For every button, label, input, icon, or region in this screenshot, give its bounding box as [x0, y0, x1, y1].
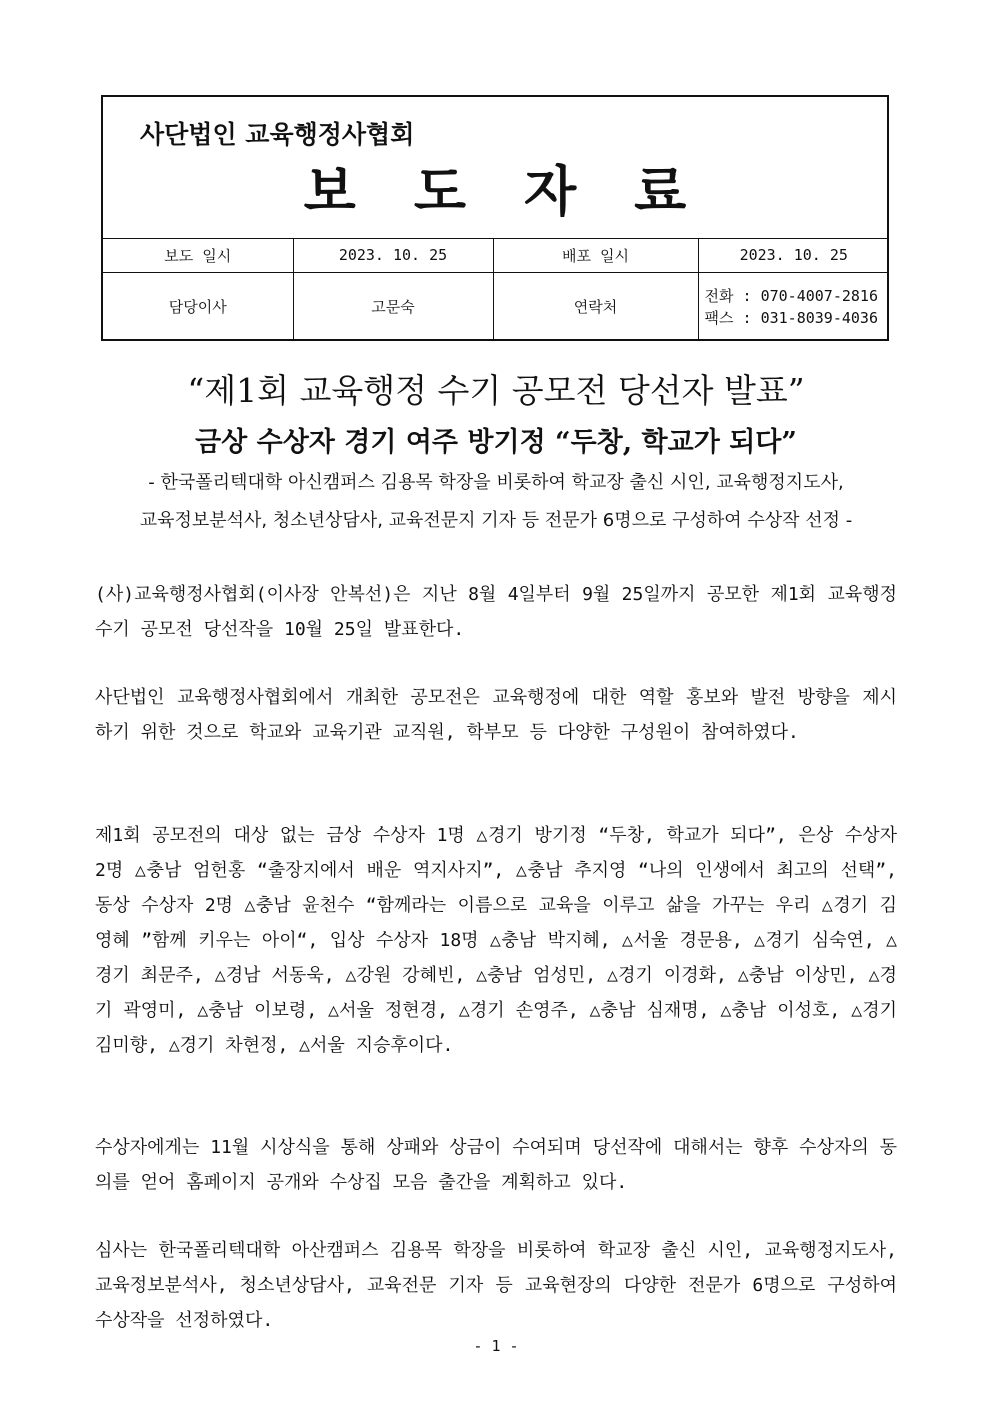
release-date-label: 보도 일시	[103, 239, 293, 273]
contact-value	[698, 272, 889, 341]
headline-summary-line-2: 교육정보분석사, 청소년상담사, 교육전문지 기자 등 전문가 6명으로 구성하여 수상작 선정 -	[139, 510, 853, 531]
release-dates-row	[103, 239, 889, 273]
phone-number: 전화 : 070-4007-2816	[704, 286, 878, 305]
contact-label: 연락처	[493, 272, 698, 341]
body-paragraph-1: (사)교육행정사협회(이사장 안복선)은 지난 8월 4일부터 9월 25일까지 공모한 제1회 교육행정 수기 공모전 당선작을 10월 25일 발표한다.	[95, 584, 897, 640]
headline-subtitle: 금상 수상자 경기 여주 방기정 “두창, 학교가 되다”	[195, 427, 797, 458]
release-date-value: 2023. 10. 25	[293, 239, 493, 273]
page-number: - 1 -	[473, 1337, 519, 1355]
body-paragraph-3: 제1회 공모전의 대상 없는 금상 수상자 1명 △경기 방기정 “두창, 학교가 되다”, 은상 수상자 2명 △충남 엄헌홍 “출장지에서 배운 역지사지”, △충남 추지영 “나의 인생에서 최고의 선택”, 동상 수상자 2명 △충남 윤천수 “함께라는 이름으로 교육을 이루고 삶을 가꾸는 우리 △경기 김영혜 ”함께 키우는 아이“, 입상 수상자 18명 △충남 박지혜, △서울 경문용, △경기 심숙연, △경기 최문주, △경남 서동욱, △강원 강혜빈, △충남 엄성민, △경기 이경화, △충남 이상민, △경기 곽영미, △충남 이보령, △서울 정현경, △경기 손영주, △충남 심재명, △충남 이성호, △경기 김미향, △경기 차현정, △서울 지승후이다.	[95, 825, 897, 1056]
director-value: 고문숙	[293, 272, 493, 341]
organization-name: 사단법인 교육행정사협회	[140, 120, 415, 149]
fax-number: 팩스 : 031-8039-4036	[704, 308, 878, 327]
body-paragraph-4: 수상자에게는 11월 시상식을 통해 상패와 상금이 수여되며 당선작에 대해서는 향후 수상자의 동의를 얻어 홈페이지 공개와 수상집 모음 출간을 계획하고 있다.	[95, 1137, 897, 1193]
release-info-table	[103, 238, 889, 341]
body-paragraph-2: 사단법인 교육행정사협회에서 개최한 공모전은 교육행정에 대한 역할 홍보와 발전 방향을 제시하기 위한 것으로 학교와 교육기관 교직원, 학부모 등 다양한 구성원이 참여하였다.	[95, 687, 897, 743]
headline-summary-line-1: - 한국폴리텍대학 아신캠퍼스 김용목 학장을 비롯하여 학교장 출신 시인, 교육행정지도사,	[148, 472, 844, 493]
headline-title: “제1회 교육행정 수기 공모전 당선자 발표”	[187, 371, 805, 410]
contact-row	[103, 272, 889, 341]
press-release-header	[101, 95, 889, 341]
director-label: 담당이사	[103, 272, 293, 341]
document-type-title: 보도자료	[303, 160, 745, 223]
body-paragraph-5: 심사는 한국폴리텍대학 아산캠퍼스 김용목 학장을 비롯하여 학교장 출신 시인, 교육행정지도사, 교육정보분석사, 청소년상담사, 교육전문 기자 등 교육현장의 다양한 전문가 6명으로 구성하여 수상작을 선정하였다.	[95, 1240, 897, 1331]
distribution-date-label: 배포 일시	[493, 239, 698, 273]
distribution-date-value: 2023. 10. 25	[698, 239, 889, 273]
